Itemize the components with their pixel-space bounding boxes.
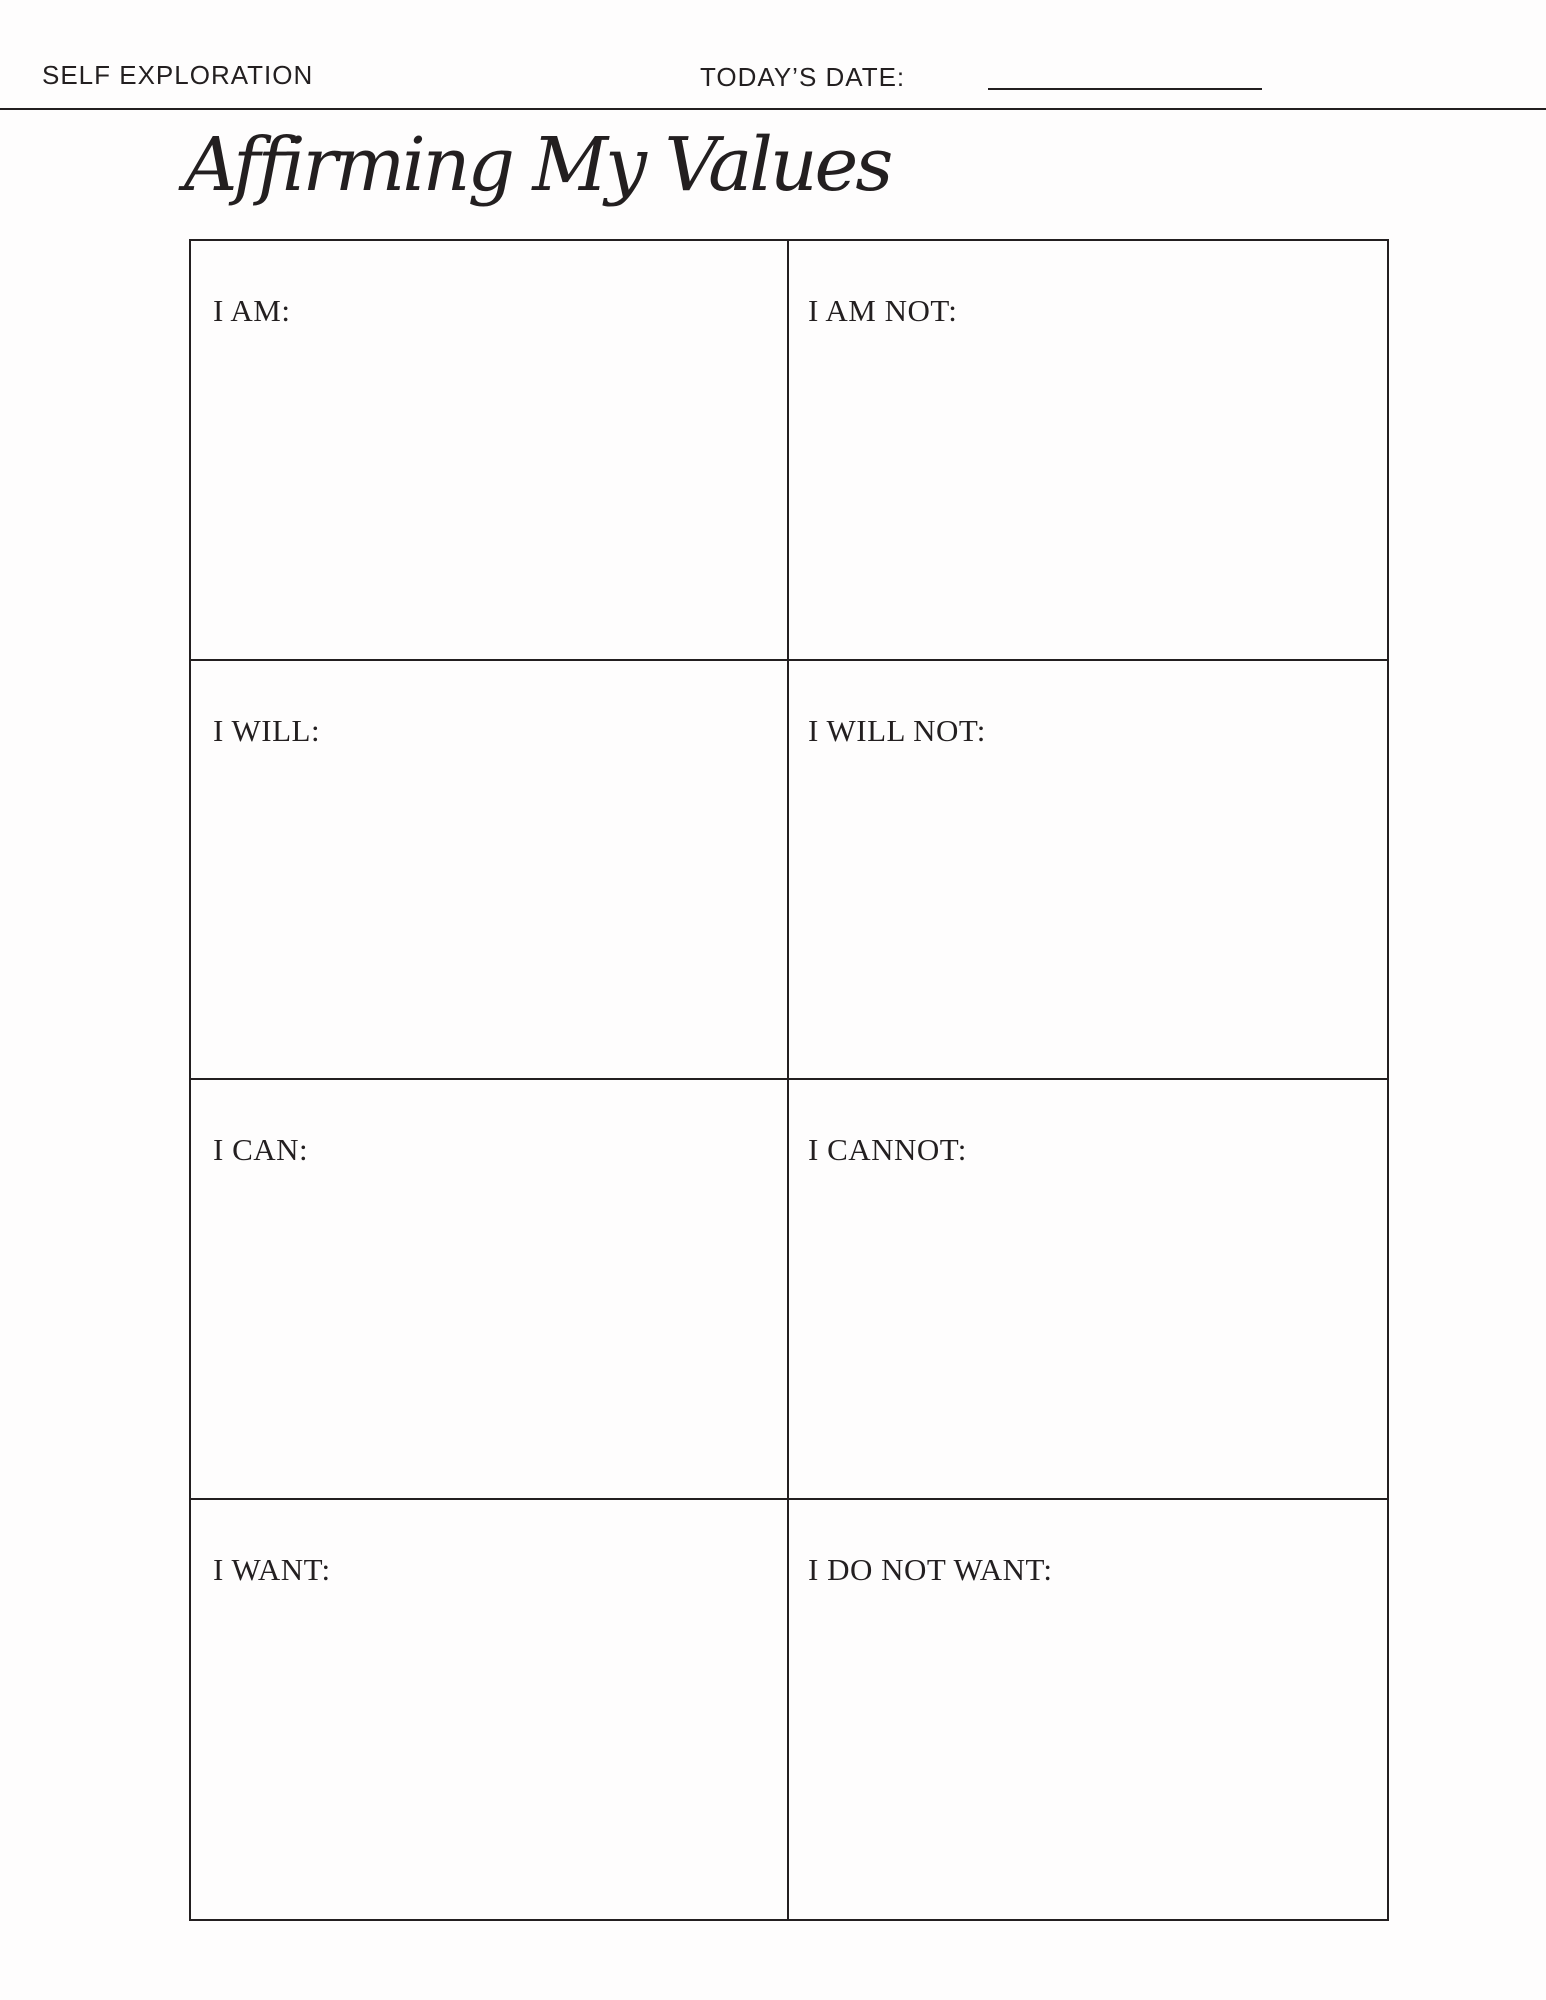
cell-i-cannot[interactable] — [789, 1080, 1387, 1500]
cell-i-want[interactable] — [191, 1500, 789, 1920]
cell-i-do-not-want[interactable] — [789, 1500, 1387, 1920]
section-label: SELF EXPLORATION — [42, 60, 314, 90]
cell-label: I CAN: — [213, 1132, 309, 1167]
date-label: TODAY’S DATE: — [700, 62, 906, 92]
values-grid — [189, 239, 1389, 1921]
cell-label: I DO NOT WANT: — [808, 1551, 1053, 1587]
cell-label: I AM: — [213, 293, 291, 328]
cell-i-am[interactable] — [191, 241, 789, 661]
cell-label: I WANT: — [213, 1551, 331, 1587]
cell-i-can[interactable] — [191, 1080, 789, 1500]
page-title: Affirming My Values — [184, 122, 891, 208]
cell-i-will[interactable] — [191, 661, 789, 1081]
cell-label: I CANNOT: — [808, 1132, 967, 1167]
cell-i-am-not[interactable] — [789, 241, 1387, 661]
date-field[interactable] — [988, 88, 1262, 90]
cell-label: I WILL: — [213, 712, 321, 748]
cell-label: I WILL NOT: — [808, 712, 986, 748]
cell-i-will-not[interactable] — [789, 661, 1387, 1081]
page-header — [0, 0, 1546, 110]
cell-label: I AM NOT: — [808, 293, 958, 328]
